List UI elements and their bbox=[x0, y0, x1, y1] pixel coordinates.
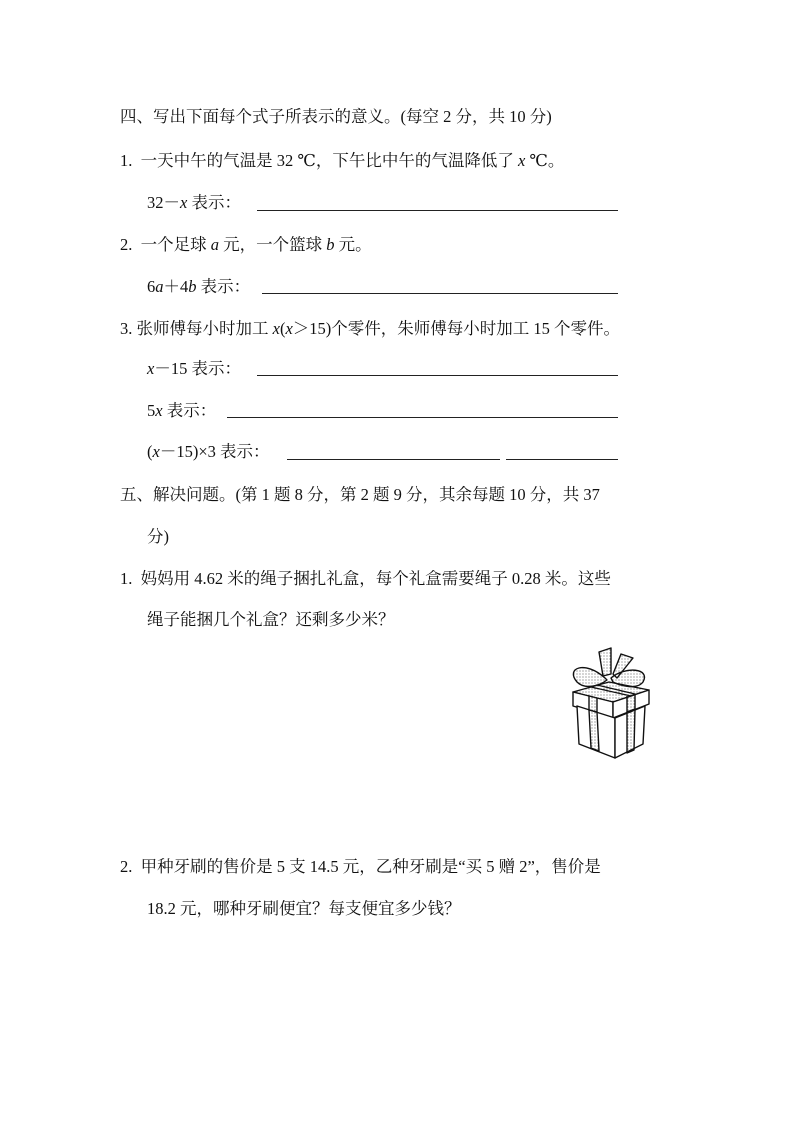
section-4-heading-text: 四、写出下面每个式子所表示的意义。(每空 2 分，共 10 分) bbox=[120, 107, 552, 126]
question-number: 1. bbox=[120, 151, 133, 170]
question-number: 3. bbox=[120, 319, 133, 338]
answer-blank-q1[interactable] bbox=[257, 210, 618, 211]
variable-x: x bbox=[285, 319, 293, 338]
expression-text: 5 bbox=[147, 401, 156, 420]
variable-b: b bbox=[326, 235, 335, 254]
expression-label: 表示： bbox=[187, 193, 241, 212]
question-text: 元，一个篮球 bbox=[219, 235, 327, 254]
section-5-heading-line-1 bbox=[120, 484, 600, 506]
question-text: 一个足球 bbox=[140, 235, 211, 254]
answer-blank-q3c-part1[interactable] bbox=[287, 459, 500, 460]
s4-q2-expression bbox=[147, 276, 250, 298]
variable-a: a bbox=[210, 235, 219, 254]
expression-text: ＋4 bbox=[163, 277, 189, 296]
s4-q3-expression-3 bbox=[147, 441, 270, 463]
expression-text: 32－ bbox=[147, 193, 180, 212]
s5-question-1-line-2 bbox=[147, 609, 395, 631]
expression-label: 表示： bbox=[196, 277, 251, 296]
s4-question-1 bbox=[120, 150, 564, 172]
question-number: 1. bbox=[120, 569, 133, 588]
expression-text: 6 bbox=[147, 277, 156, 296]
expression-label: －15)×3 表示： bbox=[159, 442, 270, 461]
answer-blank-q2[interactable] bbox=[262, 293, 618, 294]
section-5-heading-line-2 bbox=[147, 526, 169, 548]
s5-question-1-line-1 bbox=[120, 568, 611, 590]
question-text: ( bbox=[279, 319, 286, 338]
question-text: 张师傅每小时加工 bbox=[136, 319, 273, 338]
s4-q3-expression-2 bbox=[147, 400, 216, 422]
variable-x: x bbox=[272, 319, 280, 338]
question-text: 18.2 元，哪种牙刷便宜？每支便宜多少钱？ bbox=[147, 899, 461, 918]
answer-blank-q3c-part2[interactable] bbox=[506, 459, 618, 460]
question-text: ℃。 bbox=[525, 151, 565, 170]
section-5-heading-text: 五、解决问题。(第 1 题 8 分，第 2 题 9 分，其余每题 10 分，共 37 bbox=[120, 485, 600, 504]
variable-x: x bbox=[155, 401, 163, 420]
answer-blank-q3a[interactable] bbox=[257, 375, 618, 376]
section-5-heading-text: 分) bbox=[147, 527, 169, 546]
question-text: ＞15)个零件，朱师傅每小时加工 15 个零件。 bbox=[292, 319, 621, 338]
question-number: 2. bbox=[120, 857, 133, 876]
s4-q3-expression-1 bbox=[147, 358, 241, 380]
expression-label: 表示： bbox=[162, 401, 217, 420]
section-4-heading bbox=[120, 106, 552, 128]
answer-blank-q3b[interactable] bbox=[227, 417, 618, 418]
s4-question-2 bbox=[120, 234, 372, 256]
expression-text: ( bbox=[147, 442, 153, 461]
s4-q1-expression bbox=[147, 192, 241, 214]
question-text: 甲种牙刷的售价是 5 支 14.5 元，乙种牙刷是“买 5 赠 2”，售价是 bbox=[140, 857, 601, 876]
question-text: 绳子能捆几个礼盒？还剩多少米？ bbox=[147, 610, 395, 629]
s5-question-2-line-1 bbox=[120, 856, 601, 878]
question-text: 妈妈用 4.62 米的绳子捆扎礼盒，每个礼盒需要绳子 0.28 米。这些 bbox=[140, 569, 611, 588]
variable-b: b bbox=[188, 277, 197, 296]
variable-a: a bbox=[155, 277, 164, 296]
variable-x: x bbox=[147, 359, 155, 378]
gift-box-illustration bbox=[555, 640, 675, 762]
question-number: 2. bbox=[120, 235, 133, 254]
variable-x: x bbox=[152, 442, 160, 461]
variable-x: x bbox=[517, 151, 526, 170]
s5-question-2-line-2 bbox=[147, 898, 461, 920]
expression-label: －15 表示： bbox=[154, 359, 241, 378]
gift-box-icon bbox=[555, 640, 675, 762]
s4-question-3 bbox=[120, 318, 620, 340]
variable-x: x bbox=[180, 193, 188, 212]
question-text: 一天中午的气温是 32 ℃，下午比中午的气温降低了 bbox=[140, 151, 518, 170]
question-text: 元。 bbox=[334, 235, 372, 254]
